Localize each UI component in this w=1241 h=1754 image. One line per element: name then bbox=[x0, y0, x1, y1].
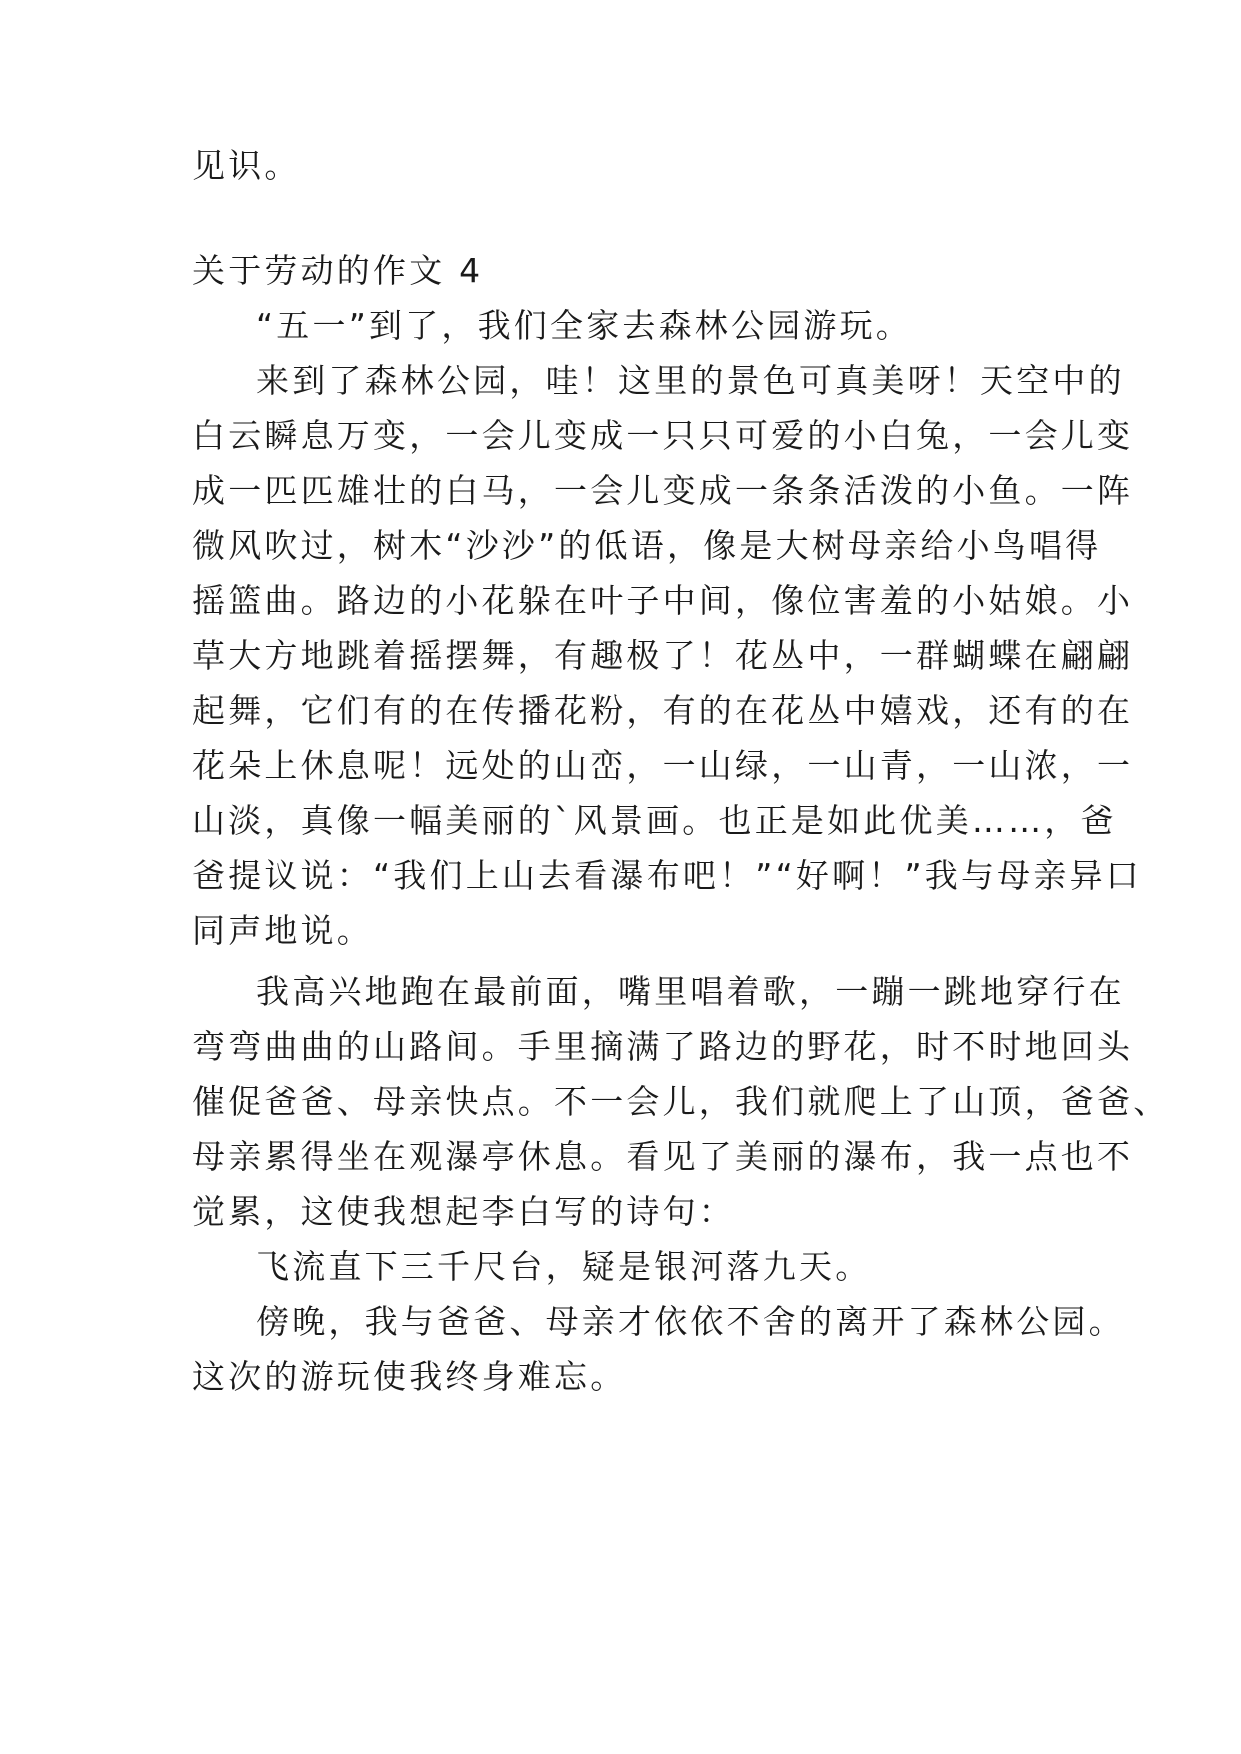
paragraph-line: 摇篮曲。路边的小花躲在叶子中间，像位害羞的小姑娘。小 bbox=[192, 581, 1134, 620]
section-title: 关于劳动的作文 4 bbox=[192, 251, 484, 290]
text-line: 见识。 bbox=[192, 146, 301, 185]
paragraph-line: 爸提议说：“我们上山去看瀑布吧！”“好啊！”我与母亲异口 bbox=[192, 856, 1142, 895]
paragraph-line: 草大方地跳着摇摆舞，有趣极了！花丛中，一群蝴蝶在翩翩 bbox=[192, 636, 1134, 675]
paragraph-line: 白云瞬息万变，一会儿变成一只只可爱的小白兔，一会儿变 bbox=[192, 416, 1134, 455]
paragraph-line: 来到了森林公园，哇！这里的景色可真美呀！天空中的 bbox=[256, 361, 1125, 400]
paragraph-line: 成一匹匹雄壮的白马，一会儿变成一条条活泼的小鱼。一阵 bbox=[192, 471, 1134, 510]
paragraph-line: 同声地说。 bbox=[192, 911, 373, 950]
paragraph-line: 这次的游玩使我终身难忘。 bbox=[192, 1357, 627, 1396]
paragraph-line: 微风吹过，树木“沙沙”的低语，像是大树母亲给小鸟唱得 bbox=[192, 526, 1102, 565]
paragraph-line: 觉累，这使我想起李白写的诗句： bbox=[192, 1192, 735, 1231]
paragraph-line: 母亲累得坐在观瀑亭休息。看见了美丽的瀑布，我一点也不 bbox=[192, 1137, 1134, 1176]
paragraph-line: 傍晚，我与爸爸、母亲才依依不舍的离开了森林公园。 bbox=[256, 1302, 1125, 1341]
paragraph-line: 花朵上休息呢！远处的山峦，一山绿，一山青，一山浓，一 bbox=[192, 746, 1134, 785]
paragraph-line: 弯弯曲曲的山路间。手里摘满了路边的野花，时不时地回头 bbox=[192, 1027, 1134, 1066]
paragraph-line: 起舞，它们有的在传播花粉，有的在花丛中嬉戏，还有的在 bbox=[192, 691, 1134, 730]
paragraph-line: “五一”到了，我们全家去森林公园游玩。 bbox=[256, 306, 912, 345]
paragraph-line: 我高兴地跑在最前面，嘴里唱着歌，一蹦一跳地穿行在 bbox=[256, 972, 1125, 1011]
paragraph-line: 催促爸爸、母亲快点。不一会儿，我们就爬上了山顶，爸爸、 bbox=[192, 1082, 1170, 1121]
paragraph-line: 飞流直下三千尺台，疑是银河落九天。 bbox=[256, 1247, 872, 1286]
paragraph-line: 山淡，真像一幅美丽的`风景画。也正是如此优美……，爸 bbox=[192, 801, 1117, 840]
